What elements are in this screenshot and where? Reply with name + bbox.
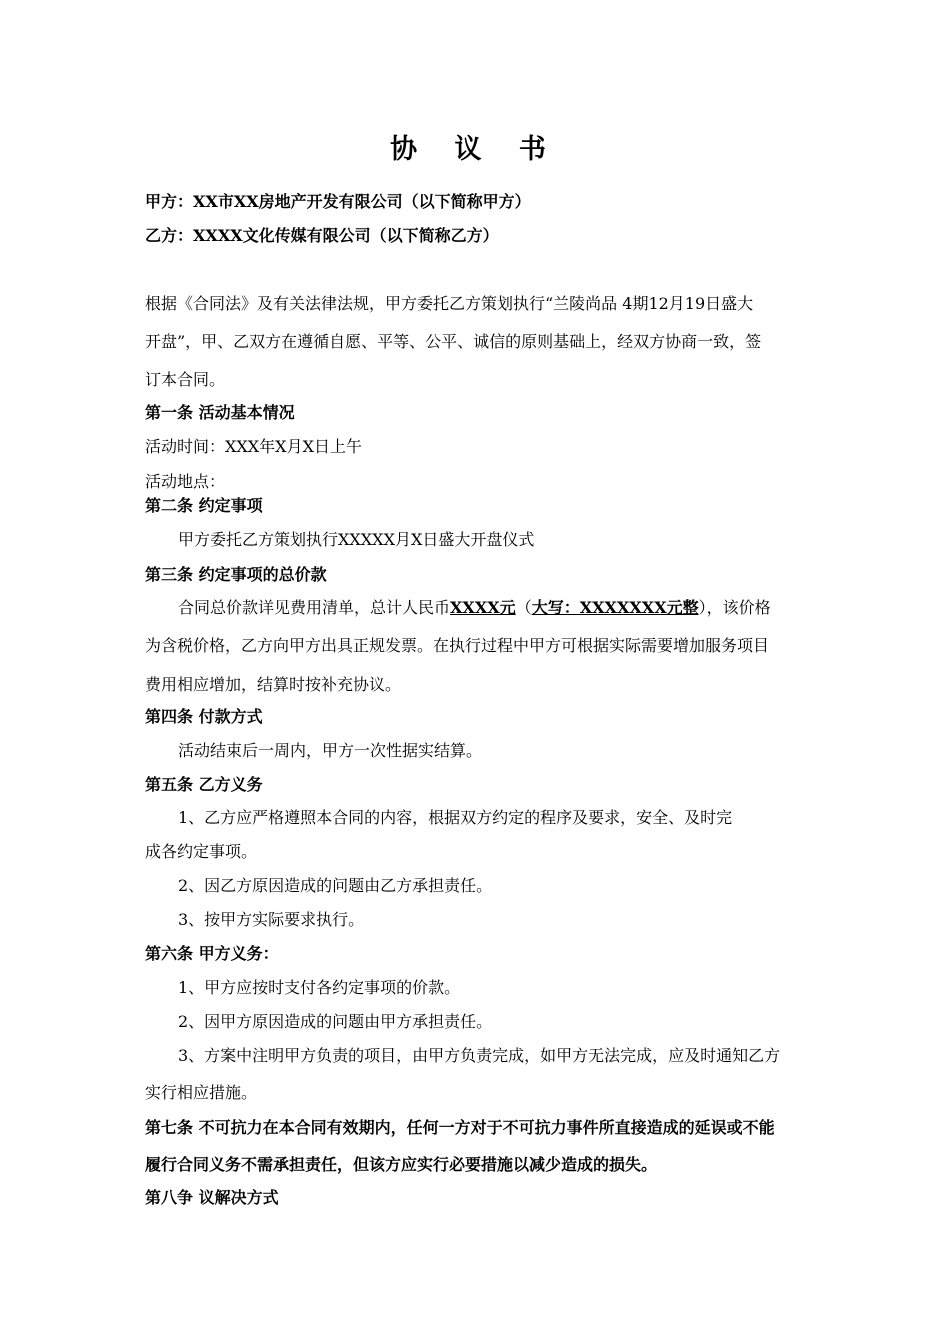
- price-lead-text: 合同总价款详见费用清单，总计人民币: [178, 598, 451, 617]
- document-title: 协 议 书: [390, 134, 560, 165]
- intro-line-3: 订本合同。: [145, 370, 226, 389]
- article-6-item-1: 1、甲方应按时支付各约定事项的价款。: [178, 978, 461, 997]
- party-a: 甲方：XX市XX房地产开发有限公司（以下简称甲方）: [145, 192, 531, 211]
- activity-place: 活动地点：: [145, 472, 226, 491]
- article-3-heading: 第三条 约定事项的总价款: [145, 565, 327, 584]
- article-3-line-2: 为含税价格，乙方向甲方出具正规发票。在执行过程中甲方可根据实际需要增加服务项目: [145, 636, 770, 655]
- article-4-text: 活动结束后一周内，甲方一次性据实结算。: [178, 741, 483, 760]
- article-5-item-1: 1、乙方应严格遵照本合同的内容，根据双方约定的程序及要求，安全、及时完: [178, 808, 733, 827]
- intro-line-1: 根据《合同法》及有关法律法规，甲方委托乙方策划执行“兰陵尚品 4期12月19日盛大: [145, 294, 754, 313]
- article-5-item-2: 2、因乙方原因造成的问题由乙方承担责任。: [178, 876, 493, 895]
- article-6-heading: 第六条 甲方义务：: [145, 944, 279, 963]
- article-7-line-1: 第七条 不可抗力在本合同有效期内，任何一方对于不可抗力事件所直接造成的延误或不能: [145, 1118, 775, 1137]
- article-7-line-2: 履行合同义务不需承担责任，但该方应实行必要措施以减少造成的损失。: [145, 1155, 658, 1174]
- article-2-heading: 第二条 约定事项: [145, 496, 263, 515]
- article-2-text: 甲方委托乙方策划执行XXXXX月X日盛大开盘仪式: [178, 530, 535, 549]
- article-3-line-3: 费用相应增加，结算时按补充协议。: [145, 675, 402, 694]
- article-5-item-3: 3、按甲方实际要求执行。: [178, 910, 365, 929]
- paren-open: （: [515, 598, 532, 617]
- article-4-heading: 第四条 付款方式: [145, 707, 263, 726]
- article-6-item-3-cont: 实行相应措施。: [145, 1083, 258, 1102]
- article-8-heading: 第八争 议解决方式: [145, 1188, 279, 1207]
- article-1-heading: 第一条 活动基本情况: [145, 403, 295, 422]
- article-3-line-1: [178, 598, 771, 618]
- price-tail-text: ），该价格: [698, 598, 771, 617]
- activity-time: 活动时间：XXX年X月X日上午: [145, 437, 362, 456]
- total-amount: XXXX元: [450, 598, 516, 617]
- article-6-item-3: 3、方案中注明甲方负责的项目，由甲方负责完成，如甲方无法完成，应及时通知乙方: [178, 1046, 781, 1065]
- article-6-item-2: 2、因甲方原因造成的问题由甲方承担责任。: [178, 1012, 493, 1031]
- article-5-item-1-cont: 成各约定事项。: [145, 842, 258, 861]
- article-5-heading: 第五条 乙方义务: [145, 775, 263, 794]
- party-b: 乙方：XXXX文化传媒有限公司（以下简称乙方）: [145, 226, 499, 245]
- intro-line-2: 开盘”，甲、乙双方在遵循自愿、平等、公平、诚信的原则基础上，经双方协商一致，签: [145, 332, 762, 351]
- total-amount-in-words: 大写：XXXXXXX元整: [531, 598, 699, 617]
